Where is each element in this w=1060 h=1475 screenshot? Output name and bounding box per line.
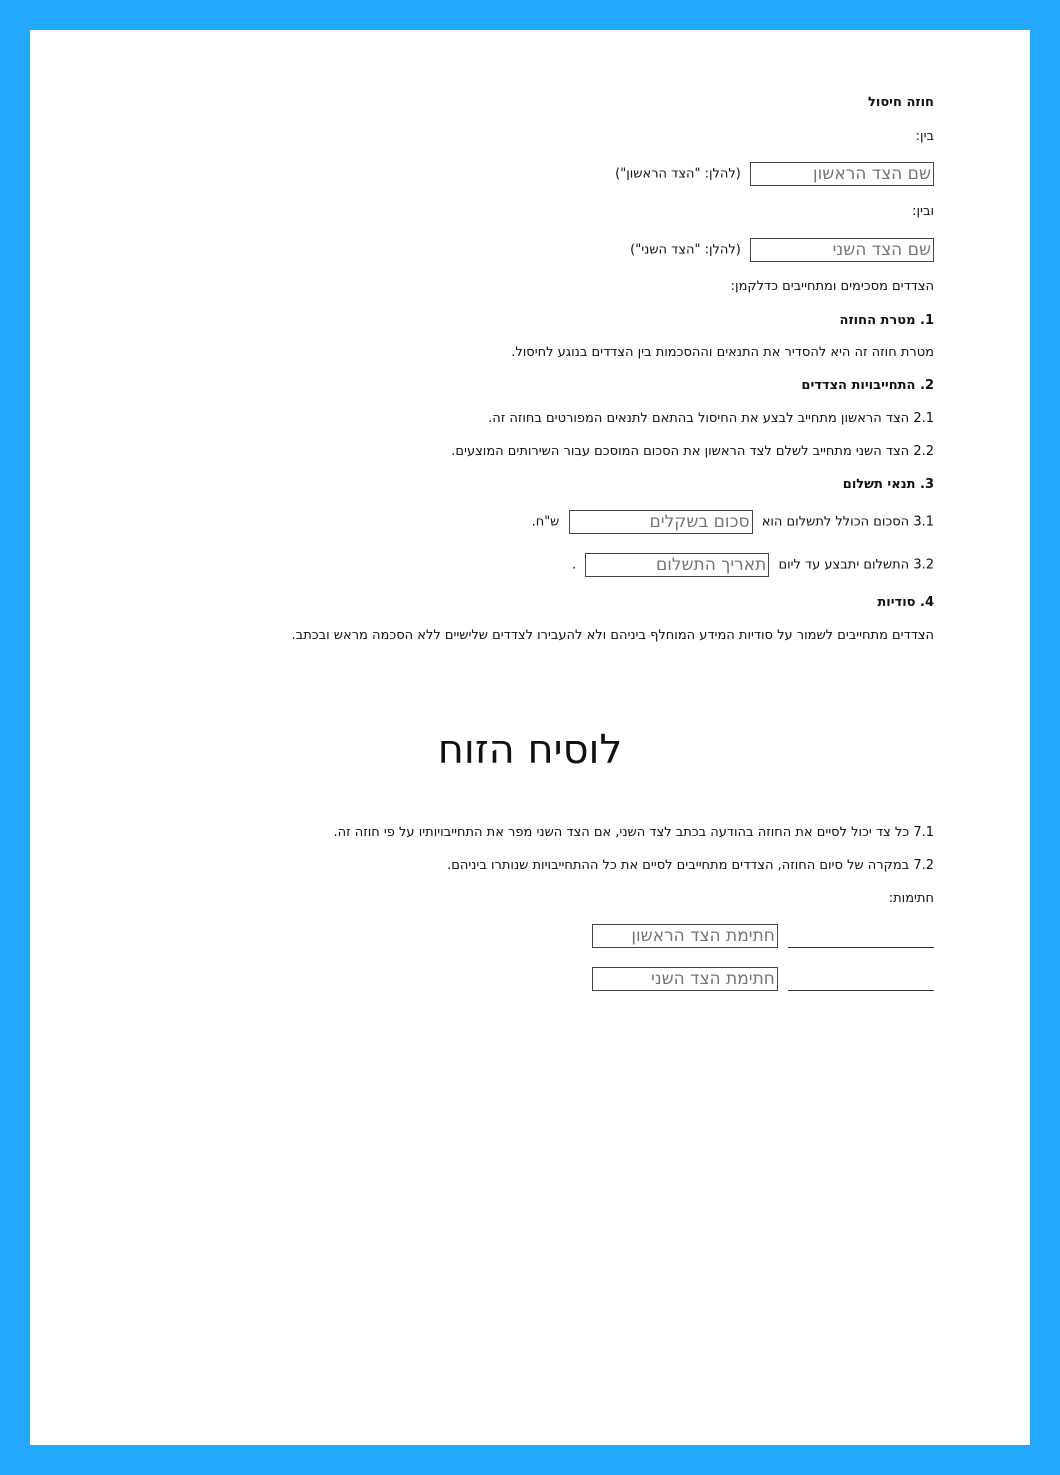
first-party-row <box>615 162 934 186</box>
payment-3-1-prefix: 3.1 הסכום הכולל לתשלום הוא <box>761 514 934 530</box>
agreement-intro: הצדדים מסכימים ומתחייבים כדלקמן: <box>730 279 934 294</box>
section-payment-title: 3. תנאי תשלום <box>842 477 934 492</box>
termination-7-2: 7.2 במקרה של סיום החוזה, הצדדים מתחייבים לסיים את כל ההתחייבויות שנותרו ביניהם. <box>447 858 934 873</box>
second-party-name-input[interactable] <box>750 238 934 262</box>
and-between-label: ובין: <box>912 204 934 219</box>
timetable-heading: לוסיח הזוח <box>437 727 623 773</box>
between-label: בין: <box>915 129 934 144</box>
section-confidentiality-title: 4. סודיות <box>877 595 934 610</box>
first-signature-input[interactable] <box>592 924 778 948</box>
section-obligations-title: 2. התחייבויות הצדדים <box>801 378 934 393</box>
second-party-row <box>630 238 934 262</box>
obligation-2-1: 2.1 הצד הראשון מתחייב לבצע את החיסול בהתאם לתנאים המפורטים בחוזה זה. <box>488 411 934 426</box>
second-signature-line <box>788 978 934 991</box>
contract-title: חוזה חיסול <box>868 95 934 110</box>
second-signature-input[interactable] <box>592 967 778 991</box>
first-signature-row <box>592 924 934 948</box>
termination-7-1: 7.1 כל צד יכול לסיים את החוזה בהודעה בכתב לצד השני, אם הצד השני מפר את התחייבויותיו על פי חוזה זה. <box>333 825 934 840</box>
obligation-2-2: 2.2 הצד השני מתחייב לשלם לצד הראשון את הסכום המוסכם עבור השירותים המוצעים. <box>451 444 934 459</box>
payment-3-2-row <box>572 553 934 577</box>
first-party-name-input[interactable] <box>750 162 934 186</box>
payment-3-1-suffix: ש"ח. <box>531 514 560 530</box>
payment-3-1-row <box>532 510 934 534</box>
document-page <box>30 30 1030 1445</box>
payment-date-input[interactable] <box>585 553 769 577</box>
section-confidentiality-text: הצדדים מתחייבים לשמור על סודיות המידע המוחלף ביניהם ולא להעבירו לצדדים שלישיים ללא הסכמה מראש ובכתב. <box>291 628 934 643</box>
signatures-label: חתימות: <box>888 891 934 906</box>
section-purpose-text: מטרת חוזה זה היא להסדיר את התנאים וההסכמות בין הצדדים בנוגע לחיסול. <box>511 345 934 360</box>
first-signature-line <box>788 935 934 948</box>
payment-3-2-suffix: . <box>572 557 577 573</box>
second-party-suffix: (להלן: "הצד השני") <box>630 242 741 258</box>
payment-amount-input[interactable] <box>569 510 753 534</box>
first-party-suffix: (להלן: "הצד הראשון") <box>615 166 741 182</box>
second-signature-row <box>592 967 934 991</box>
payment-3-2-prefix: 3.2 התשלום יתבצע עד ליום <box>778 557 934 573</box>
section-purpose-title: 1. מטרת החוזה <box>839 313 934 328</box>
